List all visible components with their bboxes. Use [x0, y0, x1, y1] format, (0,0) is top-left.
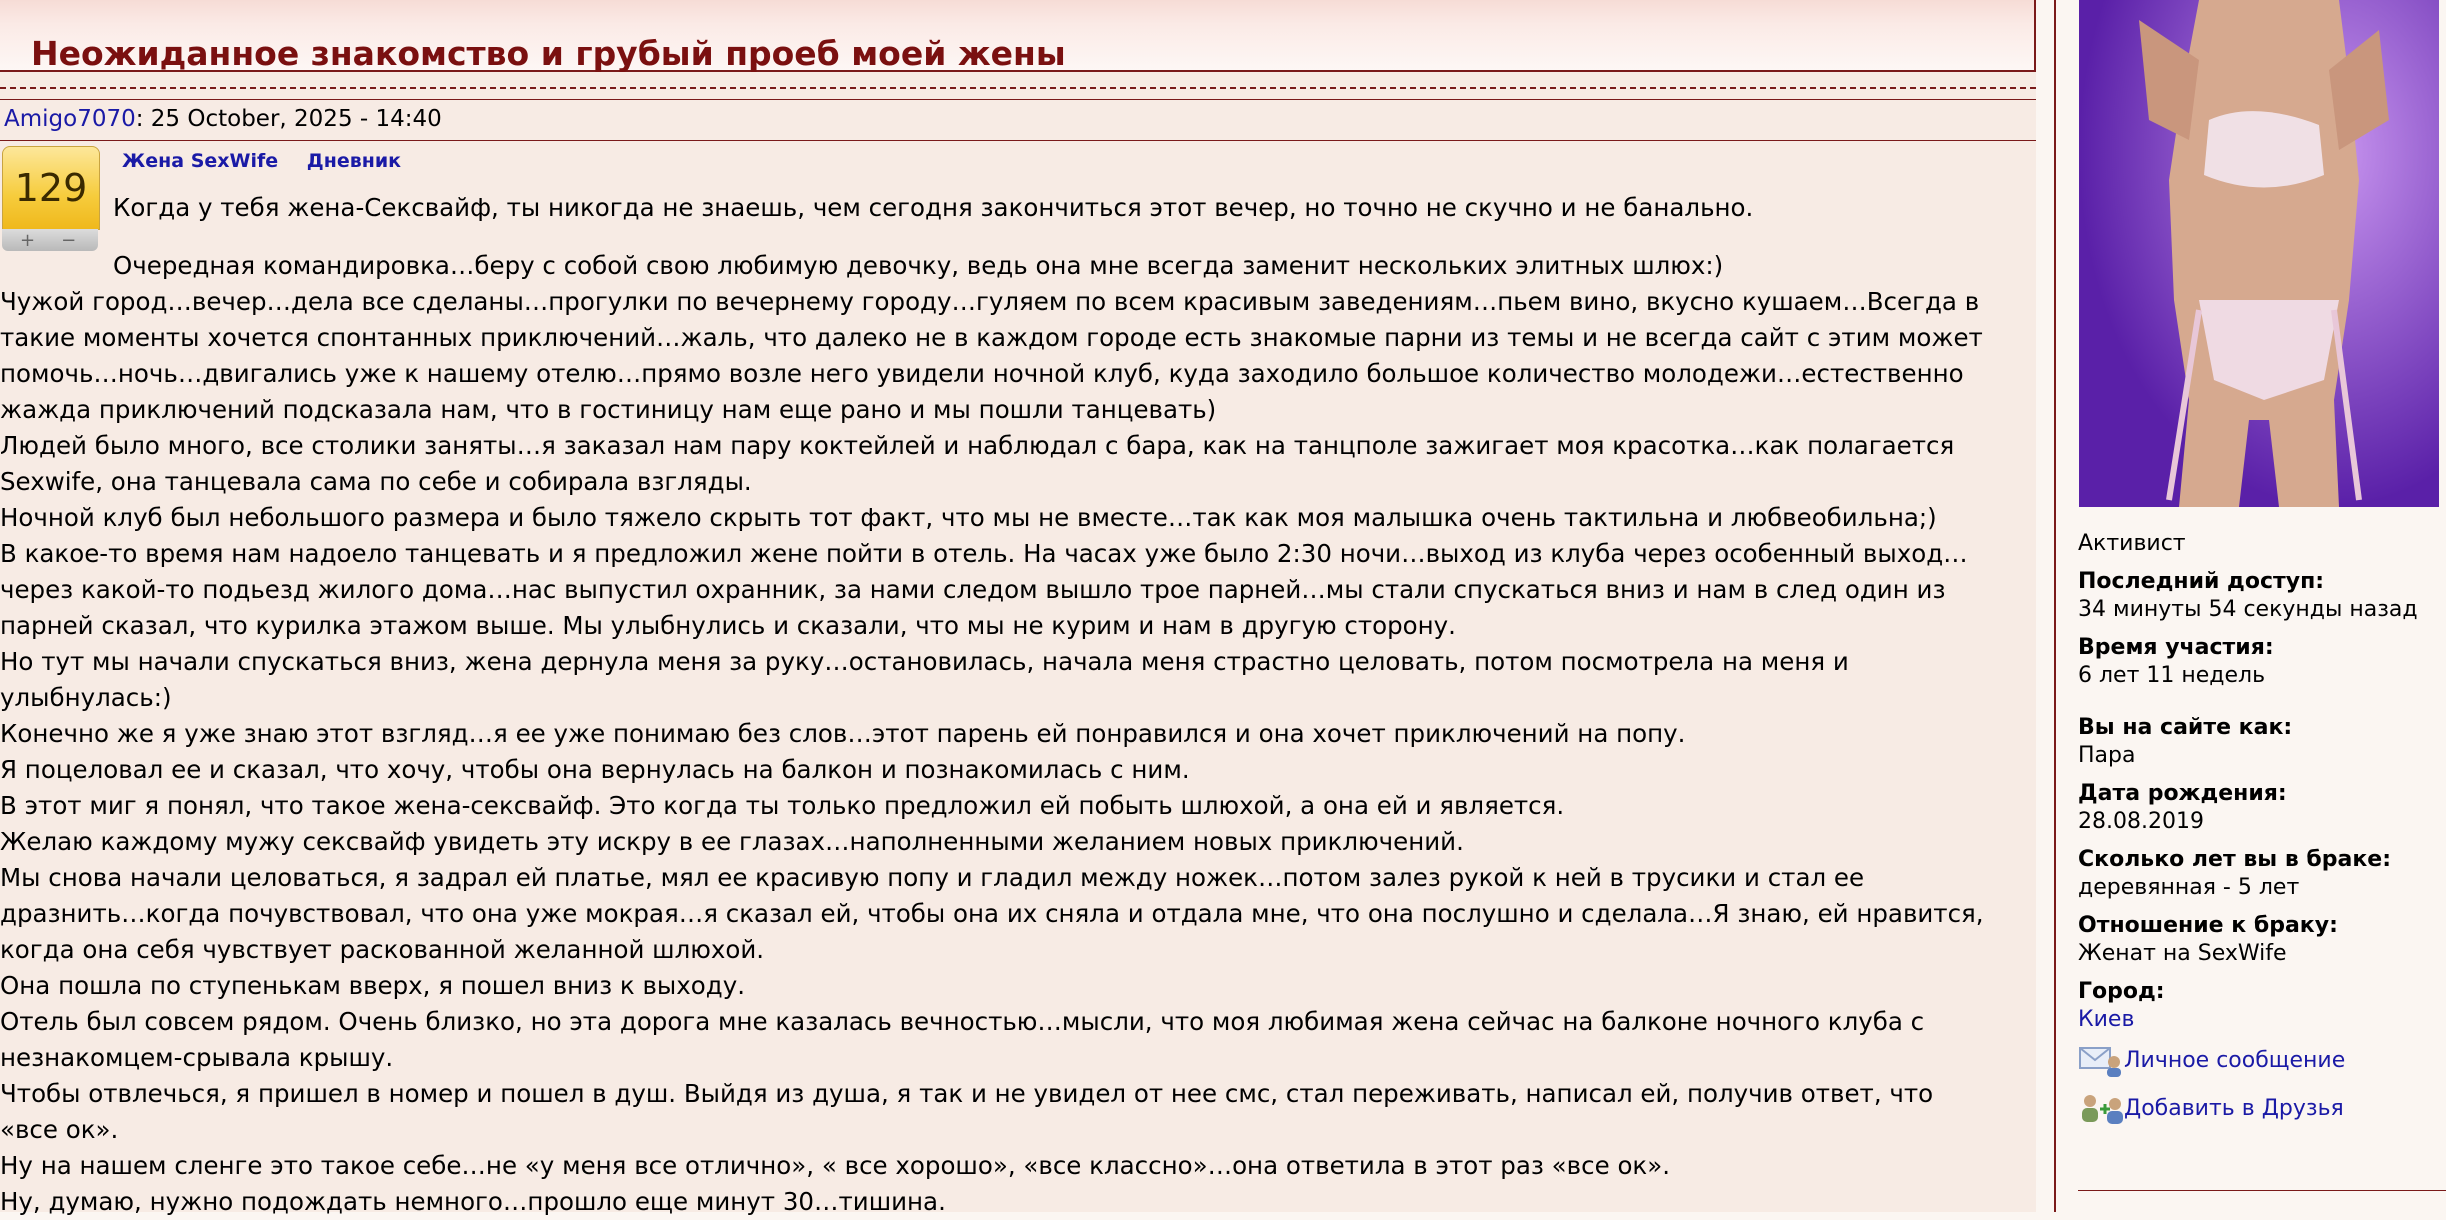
add-friend-row[interactable]	[2078, 1092, 2418, 1126]
city-label: Город:	[2078, 979, 2165, 1004]
profile-info	[2078, 530, 2418, 1140]
post-paragraph: через какой-то подьезд жилого дома…нас выпустил охранник, за нами следом вышло трое парней…мы стали спускаться вниз и нам в след один из	[0, 575, 1946, 604]
post-tags	[122, 150, 423, 172]
post-meta	[4, 106, 442, 132]
author-link[interactable]: Amigo7070	[4, 106, 136, 132]
avatar-image	[2079, 0, 2439, 507]
city-link[interactable]: Киев	[2078, 1007, 2135, 1032]
post-paragraph: Ночной клуб был небольшого размера и было тяжело скрыть тот факт, что мы не вместе…так как моя малышка очень тактильна и любвеобильна;)	[0, 503, 1937, 532]
post-paragraph: Конечно же я уже знаю этот взгляд…я ее уже понимаю без слов…этот парень ей понравился и она хочет приключений на попу.	[0, 719, 1686, 748]
post-paragraph: Чужой город…вечер…дела все сделаны…прогулки по вечернему городу…гуляем по всем красивым заведениям…пьем вино, вкусно кушаем…Всегда в	[0, 287, 1980, 316]
post-title: Неожиданное знакомство и грубый проеб моей жены	[31, 34, 1066, 73]
attitude-label: Отношение к браку:	[2078, 913, 2338, 938]
post-date: : 25 October, 2025 - 14:40	[135, 106, 442, 132]
post-paragraph: Когда у тебя жена-Сексвайф, ты никогда не знаешь, чем сегодня закончиться этот вечер, но точно не скучно и не банально.	[113, 193, 1754, 222]
divider	[0, 140, 2036, 141]
post-paragraph: В какое-то время нам надоело танцевать и я предложил жене пойти в отель. На часах уже было 2:30 ночи…выход из клуба через особенный выход…	[0, 539, 1968, 568]
post-paragraph: Но тут мы начали спускаться вниз, жена дернула меня за руку…остановилась, начала меня страстно целовать, потом посмотрела на меня и	[0, 647, 1849, 676]
post-paragraph: Sexwife, она танцевала сама по себе и собирала взгляды.	[0, 467, 752, 496]
membership-value: 6 лет 11 недель	[2078, 663, 2266, 688]
post-paragraph: улыбнулась:)	[0, 683, 172, 712]
add-friend-icon	[2078, 1092, 2124, 1126]
post-paragraph: незнакомцем-срывала крышу.	[0, 1043, 394, 1072]
post-paragraph: В этот миг я понял, что такое жена-сексвайф. Это когда ты только предложил ей побыть шлюхой, а она ей и является.	[0, 791, 1565, 820]
post-paragraph: Ну, думаю, нужно подождать немного…прошло еще минут 30…тишина.	[0, 1187, 946, 1216]
post-paragraph: жажда приключений подсказала нам, что в гостиницу нам еще рано и мы пошли танцевать)	[0, 395, 1217, 424]
post-paragraph: Очередная командировка…беру с собой свою любимую девочку, ведь она мне всегда заменит нескольких элитных шлюх:)	[113, 251, 1724, 280]
private-message-link[interactable]: Личное сообщение	[2124, 1048, 2346, 1073]
as-label: Вы на сайте как:	[2078, 715, 2293, 740]
post-paragraph: дразнить…когда почувствовал, что она уже мокрая…я сказал ей, чтобы она их сняла и отдала мне, что она послушно и сделала…Я знаю, ей нравится,	[0, 899, 1984, 928]
married-value: деревянная - 5 лет	[2078, 875, 2300, 900]
post-body	[0, 190, 2036, 1220]
author-avatar[interactable]	[2079, 0, 2439, 507]
birth-value: 28.08.2019	[2078, 809, 2204, 834]
divider	[2078, 1190, 2446, 1191]
as-value: Пара	[2078, 743, 2136, 768]
post-paragraph: Желаю каждому мужу сексвайф увидеть эту искру в ее глазах…наполненными желанием новых приключений.	[0, 827, 1464, 856]
add-friend-link[interactable]: Добавить в Друзья	[2124, 1096, 2344, 1121]
last-access-value: 34 минуты 54 секунды назад	[2078, 597, 2418, 622]
rating-minus-button[interactable]: −	[61, 229, 77, 251]
message-user-icon	[2078, 1044, 2124, 1078]
birth-label: Дата рождения:	[2078, 781, 2287, 806]
private-message-row[interactable]	[2078, 1044, 2418, 1078]
post-paragraph: такие моменты хочется спонтанных приключений…жаль, что далеко не в каждом городе есть знакомые парни из темы и не всегда сайт с этим может	[0, 323, 1983, 352]
post-paragraph: когда она себя чувствует раскованной желанной шлюхой.	[0, 935, 765, 964]
post-paragraph: парней сказал, что курилка этажом выше. Мы улыбнулись и сказали, что мы не курим и нам в другую сторону.	[0, 611, 1456, 640]
rating-plus-button[interactable]: +	[20, 229, 36, 251]
post-paragraph: помочь…ночь…двигались уже к нашему отелю…прямо возле него увидели ночной клуб, куда заходило большое количество молодежи…естественно	[0, 359, 1964, 388]
post-paragraph: Ну на нашем сленге это такое себе…не «у меня все отлично», « все хорошо», «все классно»…она ответила в этот раз «все ок».	[0, 1151, 1671, 1180]
post-paragraph: Людей было много, все столики заняты…я заказал нам пару коктейлей и наблюдал с бара, как на танцполе зажигает моя красотка…как полагается	[0, 431, 1955, 460]
tag-link[interactable]: Дневник	[306, 150, 402, 172]
attitude-value: Женат на SexWife	[2078, 941, 2287, 966]
last-access-label: Последний доступ:	[2078, 569, 2325, 594]
rating-value: 129	[2, 146, 100, 230]
post-paragraph: Отель был совсем рядом. Очень близко, но эта дорога мне казалась вечностью…мысли, что моя любимая жена сейчас на балконе ночного клуба с	[0, 1007, 1925, 1036]
profile-role: Активист	[2078, 531, 2186, 556]
membership-label: Время участия:	[2078, 635, 2274, 660]
married-label: Сколько лет вы в браке:	[2078, 847, 2392, 872]
tag-link[interactable]: Жена SexWife	[122, 150, 279, 172]
author-sidebar	[2056, 0, 2446, 1212]
divider	[0, 87, 2036, 89]
post-paragraph: Мы снова начали целоваться, я задрал ей платье, мял ее красивую попу и гладил между ножек…потом залез рукой к ней в трусики и стал ее	[0, 863, 1865, 892]
post-paragraph: «все ок».	[0, 1115, 119, 1144]
divider	[0, 99, 2036, 100]
post-paragraph: Чтобы отвлечься, я пришел в номер и пошел в душ. Выйдя из душа, я так и не увидел от нее смс, стал переживать, написал ей, получив ответ, что	[0, 1079, 1934, 1108]
post-title-bar	[0, 0, 2036, 72]
post-paragraph: Она пошла по ступенькам вверх, я пошел вниз к выходу.	[0, 971, 745, 1000]
post-paragraph: Я поцеловал ее и сказал, что хочу, чтобы она вернулась на балкон и познакомилась с ним.	[0, 755, 1190, 784]
